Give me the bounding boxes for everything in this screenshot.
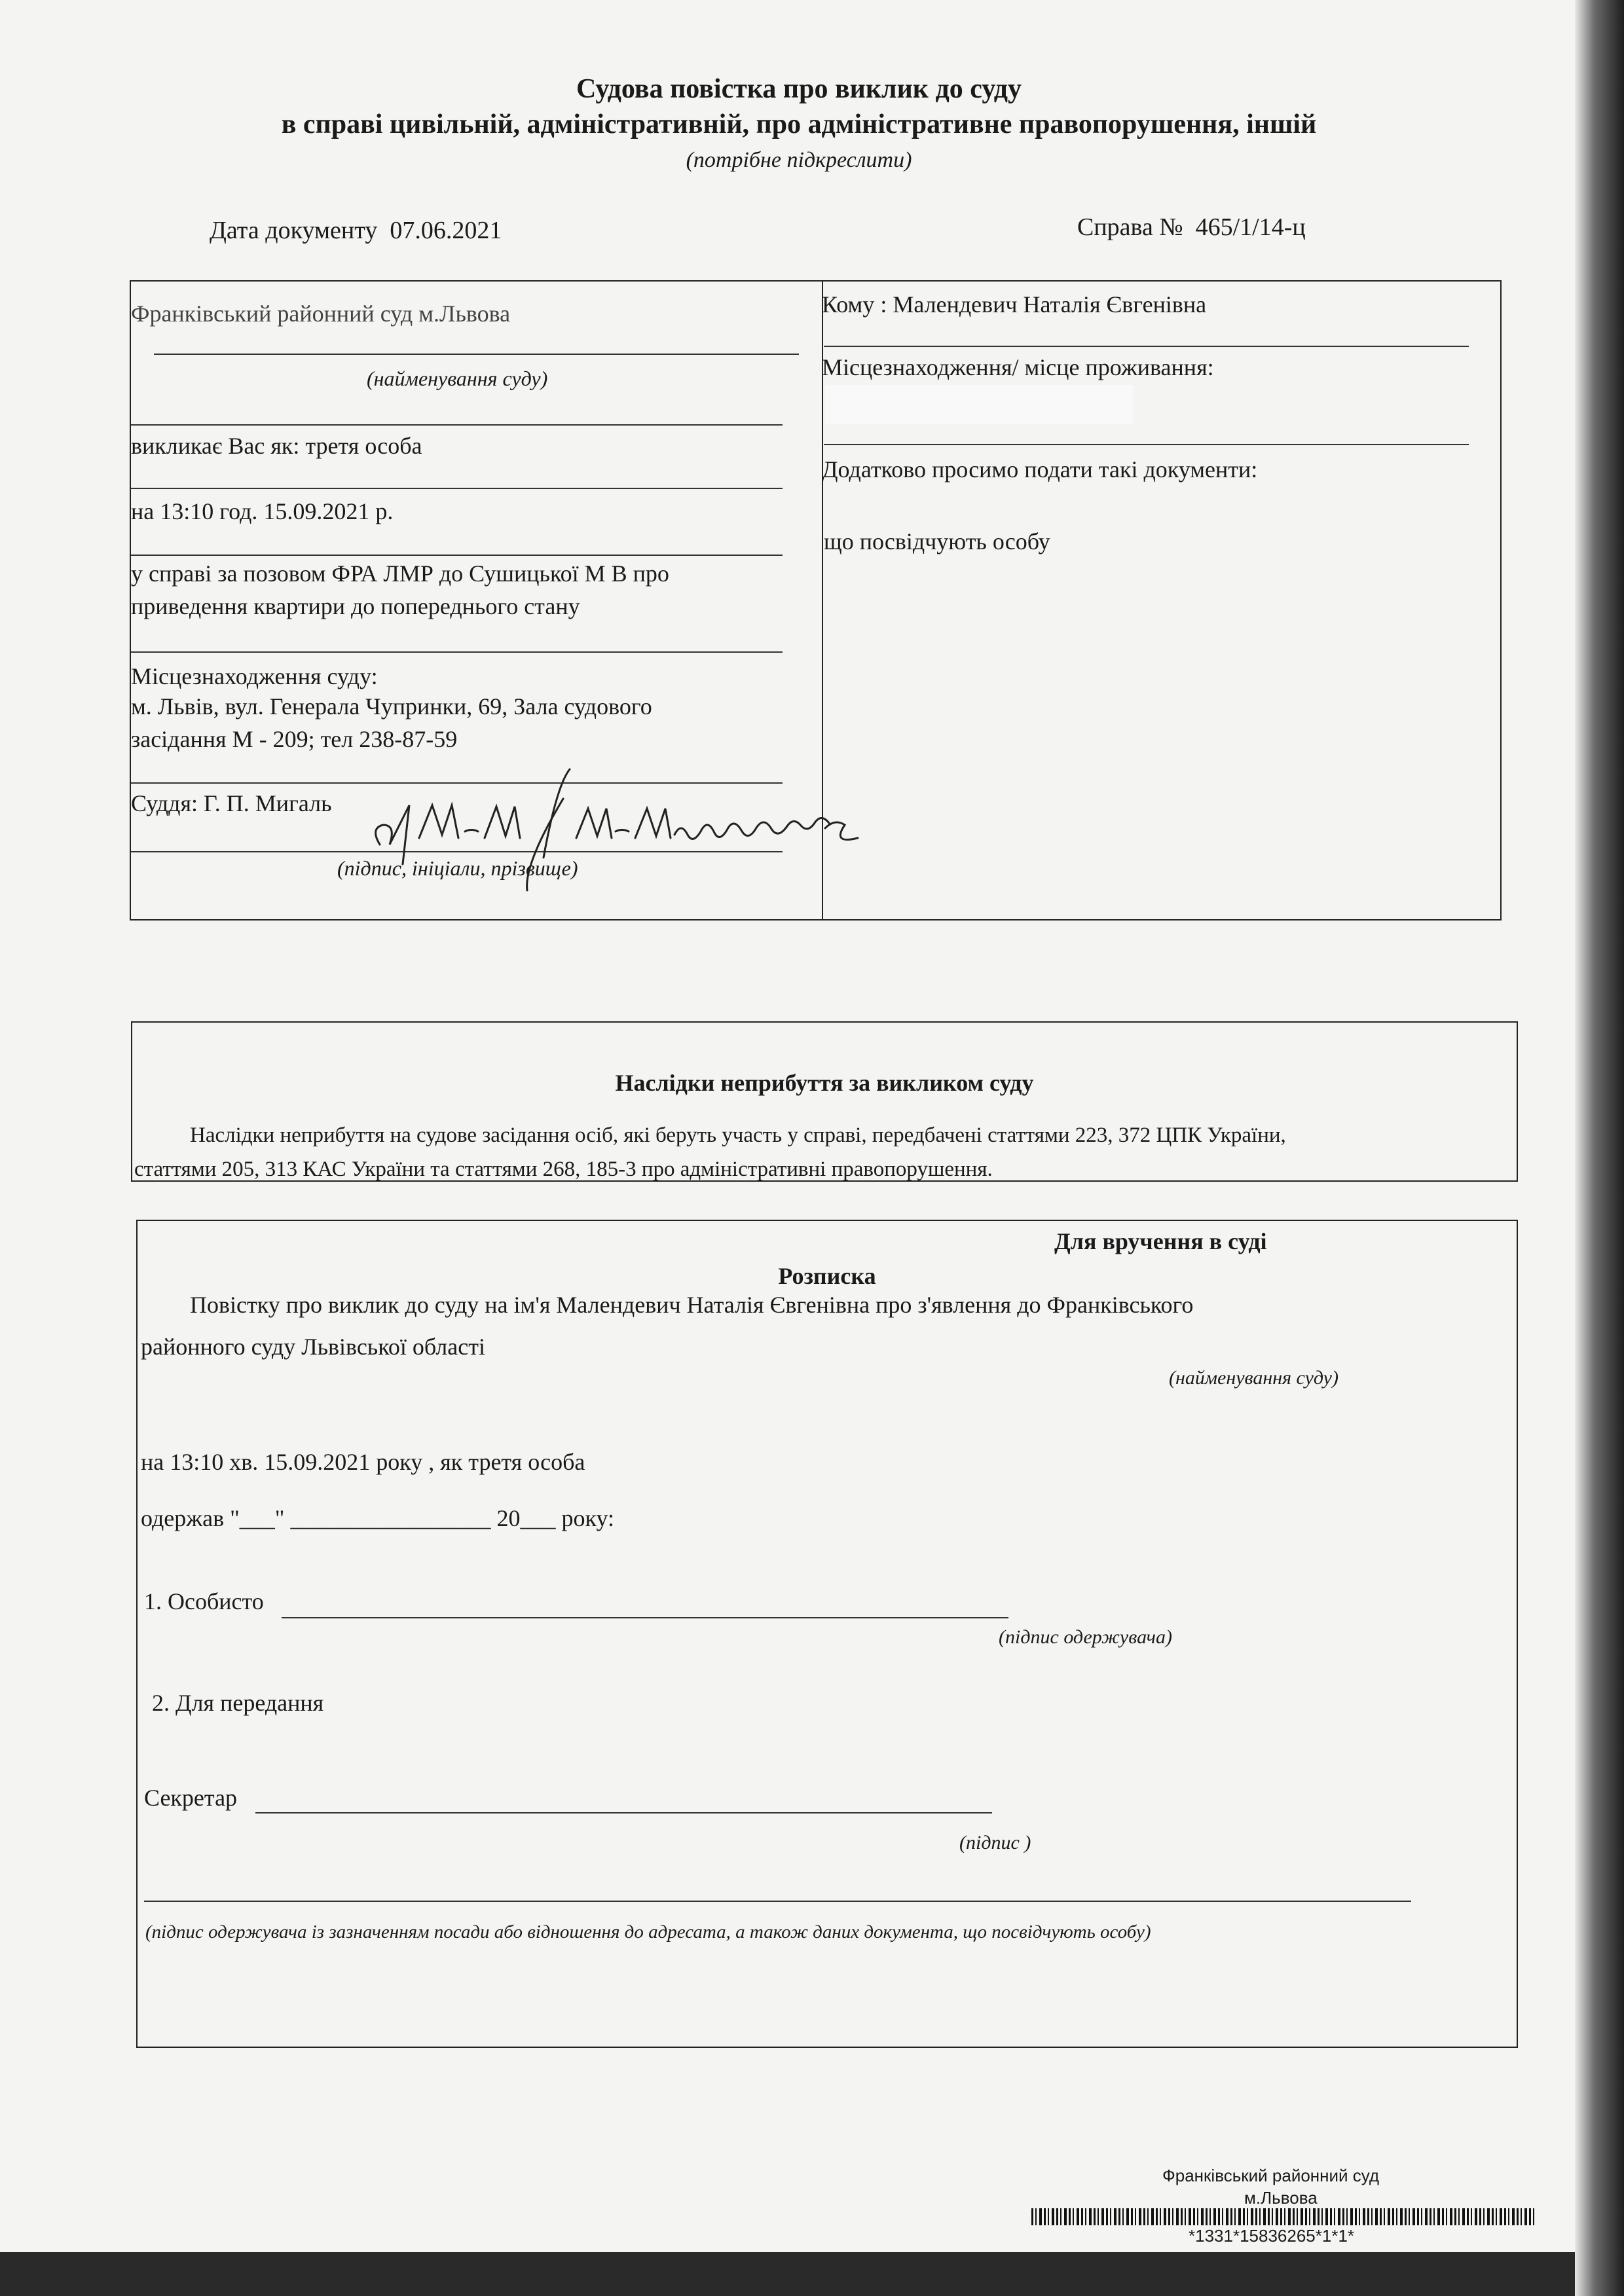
barcode <box>1031 2208 1536 2225</box>
personally-caption: (підпис одержувача) <box>999 1626 1172 1648</box>
case-number <box>1077 213 1306 242</box>
residence-underline <box>824 444 1469 445</box>
court-location-line1: м. Львів, вул. Генерала Чупринки, 69, Зала судового <box>131 693 652 720</box>
receipt-heading: Розписка <box>778 1263 876 1289</box>
document-date <box>210 216 502 245</box>
receipt-court-caption: (найменування суду) <box>1169 1367 1338 1389</box>
documents-request: Додатково просимо подати такі документи: <box>822 456 1258 483</box>
receipt-text-line1: Повістку про виклик до суду на ім'я Малендевич Наталія Євгенівна про з'явлення до Франківського <box>190 1292 1194 1318</box>
secretary-caption: (підпис ) <box>959 1832 1031 1853</box>
footer-court-line1: Франківський районний суд <box>1162 2166 1380 2185</box>
svg-text:ɑ/ М.М. / М.М.Максимович: ɑ/ М.М. / М.М.Максимович <box>367 759 375 760</box>
hearing-time: на 13:10 год. 15.09.2021 р. <box>131 498 394 524</box>
barcode-number: *1331*15836265*1*1* <box>1189 2226 1355 2246</box>
calls-as: викликає Вас як: третя особа <box>131 433 422 459</box>
judge-name: Суддя: Г. П. Мигаль <box>131 790 332 816</box>
court-name-underline <box>154 354 799 355</box>
date-value: 07.06.2021 <box>390 217 502 244</box>
recipient-details-caption: (підпис одержувача із зазначенням посади або відношення до адресата, а також даних документа, що посвідчують особу) <box>145 1922 1151 1942</box>
residence-label: Місцезнаходження/ місце проживання: <box>822 354 1214 380</box>
redacted-address <box>825 385 1133 424</box>
recipient-details-line <box>144 1901 1411 1902</box>
scan-edge-shadow <box>1575 0 1624 2296</box>
separator-4 <box>131 651 783 653</box>
claim-line2: приведення квартири до попереднього стану <box>131 593 580 619</box>
receipt-text-line2: районного суду Львівської області <box>141 1334 485 1360</box>
date-label: Дата документу <box>210 217 378 244</box>
separator-1 <box>131 424 783 426</box>
separator-2 <box>131 488 783 489</box>
separator-3 <box>131 555 783 556</box>
consequences-text-line1: Наслідки неприбуття на судове засідання осіб, які беруть участь у справі, передбачені статтями 223, 372 ЦПК України, <box>190 1123 1286 1147</box>
secretary-signature-line <box>255 1812 992 1813</box>
personally-label: 1. Особисто <box>144 1588 264 1614</box>
consequences-heading: Наслідки неприбуття за викликом суду <box>615 1070 1034 1096</box>
claim-line1: у справі за позовом ФРА ЛМР до Сушицької М В про <box>131 560 669 587</box>
receipt-time: на 13:10 хв. 15.09.2021 року , як третя особа <box>141 1449 585 1475</box>
case-value: 465/1/14-ц <box>1195 213 1306 241</box>
court-name: Франківський районний суд м.Львова <box>131 301 511 327</box>
received-date-line: одержав "___" _________________ 20___ року: <box>141 1505 615 1531</box>
court-name-caption: (найменування суду) <box>367 367 548 390</box>
signature-caption: (підпис, ініціали, прізвище) <box>337 856 578 880</box>
court-location-line2: засідання М - 209; тел 238-87-59 <box>131 726 458 752</box>
secretary-label: Секретар <box>144 1785 238 1811</box>
recipient: Кому : Малендевич Наталія Євгенівна <box>822 291 1207 318</box>
court-location-label: Місцезнаходження суду: <box>131 663 378 689</box>
case-label: Справа № <box>1077 213 1183 241</box>
for-court-label: Для вручення в суді <box>1054 1228 1267 1254</box>
documents-value: що посвідчують особу <box>824 528 1050 555</box>
document-title-line2: в справі цивільній, адміністративній, про адміністративне правопорушення, іншій <box>281 109 1317 139</box>
consequences-text-line2: статтями 205, 313 КАС України та статтями 268, 185-3 про адміністративні правопорушення. <box>134 1157 993 1181</box>
title-note: (потрібне підкреслити) <box>686 148 912 172</box>
transfer-label: 2. Для передання <box>152 1690 324 1716</box>
footer-court-line2: м.Львова <box>1244 2188 1318 2208</box>
recipient-underline <box>824 346 1469 347</box>
handwritten-signature <box>367 759 871 903</box>
document-title-line1: Судова повістка про виклик до суду <box>576 74 1022 104</box>
personally-signature-line <box>282 1617 1008 1618</box>
